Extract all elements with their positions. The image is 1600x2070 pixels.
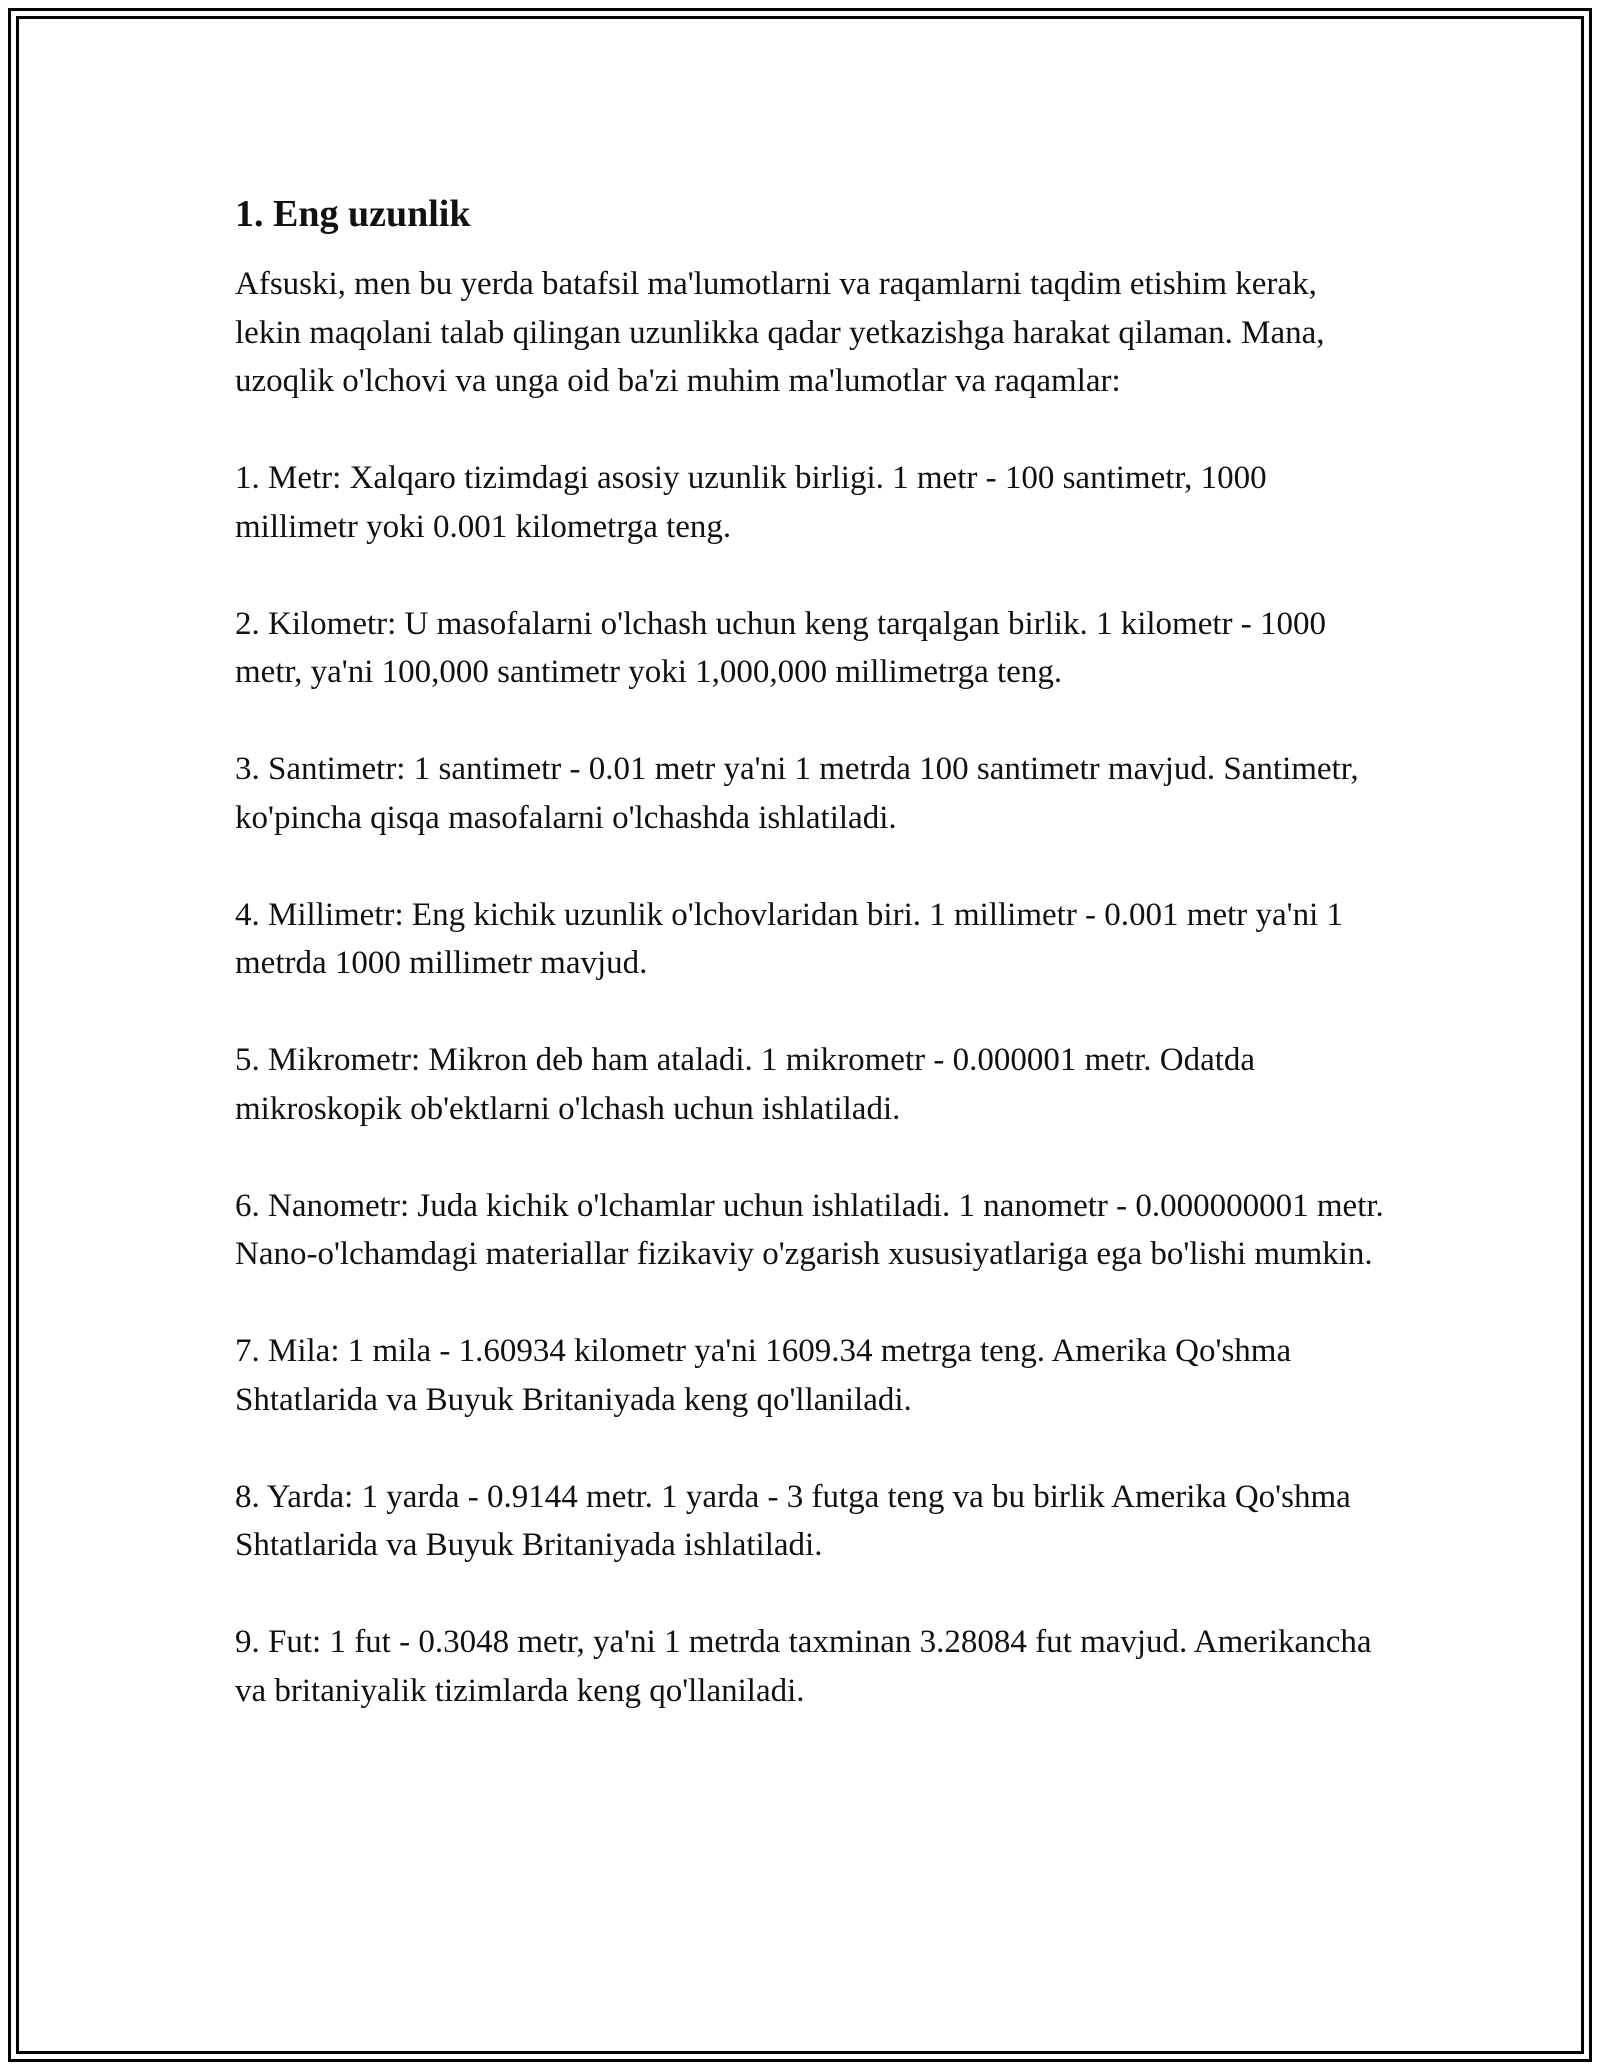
list-item-yarda: 8. Yarda: 1 yarda - 0.9144 metr. 1 yarda - 3 futga teng va bu birlik Amerika Qo'shma Shtatlarida va Buyuk Britaniyada ishlatiladi. (235, 1478, 1351, 1563)
list-item-mila: 7. Mila: 1 mila - 1.60934 kilometr ya'ni 1609.34 metrga teng. Amerika Qo'shma Shtatlarida va Buyuk Britaniyada keng qo'llaniladi. (235, 1333, 1292, 1418)
list-item-metr: 1. Metr: Xalqaro tizimdagi asosiy uzunlik birligi. 1 metr - 100 santimetr, 1000 millimetr yoki 0.001 kilometrga teng. (235, 460, 1267, 545)
list-item-nanometr: 6. Nanometr: Juda kichik o'lchamlar uchun ishlatiladi. 1 nanometr - 0.000000001 metr. Nano-o'lchamdagi materiallar fizikaviy o'zgarish xususiyatlariga ega bo'lishi mumkin. (235, 1187, 1384, 1272)
list-item-kilometr: 2. Kilometr: U masofalarni o'lchash uchun keng tarqalgan birlik. 1 kilometr - 1000 metr, ya'ni 100,000 santimetr yoki 1,000,000 millimetrga teng. (235, 605, 1327, 690)
section-heading: 1. Eng uzunlik (235, 193, 471, 235)
list-item-mikrometr: 5. Mikrometr: Mikron deb ham ataladi. 1 mikrometr - 0.000001 metr. Odatda mikroskopik ob'ektlarni o'lchash uchun ishlatiladi. (235, 1042, 1256, 1127)
intro-paragraph: Afsuski, men bu yerda batafsil ma'lumotlarni va raqamlarni taqdim etishim kerak, lekin maqolani talab qilingan uzunlikka qadar yetkazishga harakat qilaman. Mana, uzoqlik o'lchovi va unga oid ba'zi muhim ma'lumotlar va raqamlar: (235, 266, 1325, 399)
document-body (235, 180, 1385, 1764)
list-item-fut: 9. Fut: 1 fut - 0.3048 metr, ya'ni 1 metrda taxminan 3.28084 fut mavjud. Amerikancha va britaniyalik tizimlarda keng qo'llaniladi. (235, 1624, 1372, 1709)
list-item-millimetr: 4. Millimetr: Eng kichik uzunlik o'lchovlaridan biri. 1 millimetr - 0.001 metr ya'ni 1 metrda 1000 millimetr mavjud. (235, 896, 1344, 981)
list-item-santimetr: 3. Santimetr: 1 santimetr - 0.01 metr ya'ni 1 metrda 100 santimetr mavjud. Santimetr, ko'pincha qisqa masofalarni o'lchashda ishlatiladi. (235, 751, 1359, 836)
